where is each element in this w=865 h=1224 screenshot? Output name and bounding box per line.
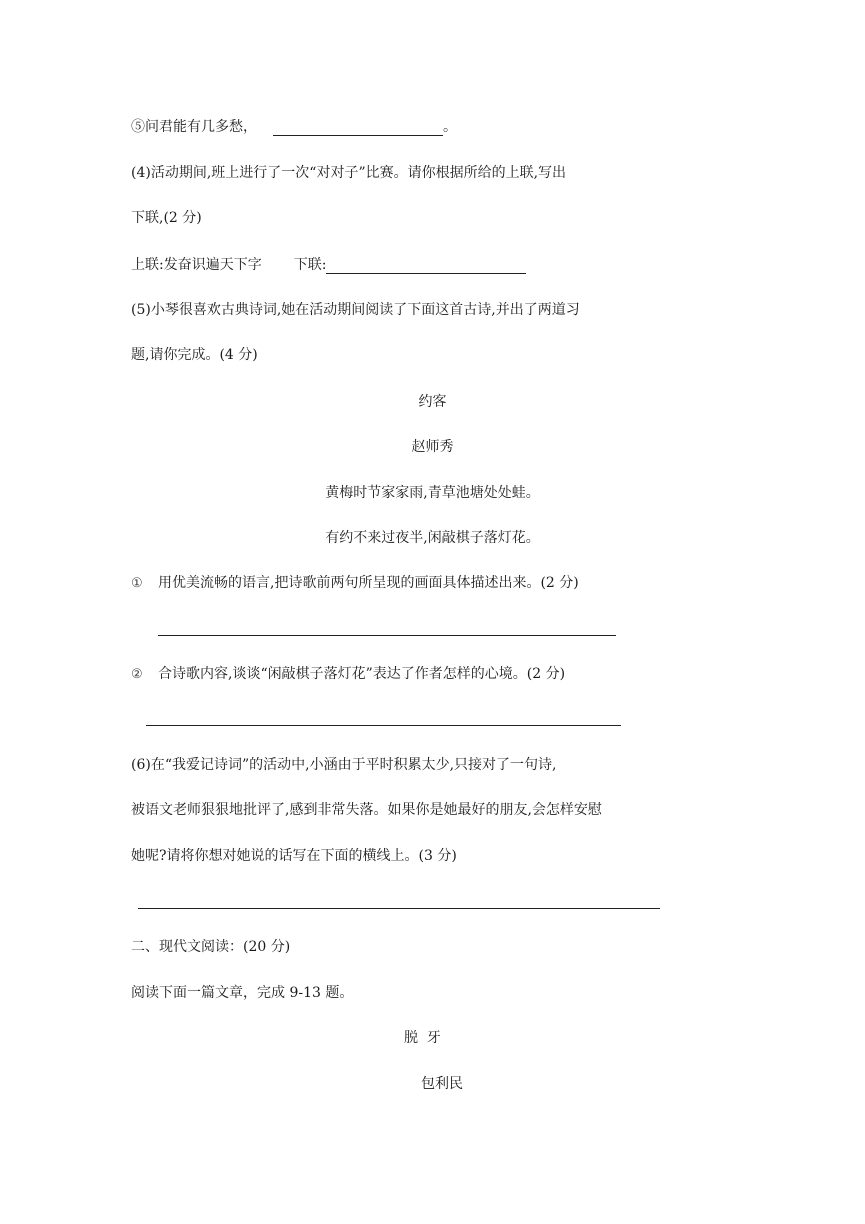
poem-title: 约客 <box>418 394 447 410</box>
sub-question-1 <box>131 574 579 593</box>
article-title: 脱 牙 <box>404 1030 441 1046</box>
question-5-prompt-line2: 题,请你完成。(4 分) <box>131 347 258 363</box>
couplet-lower-label: 下联: <box>293 257 327 273</box>
poem-fill-suffix: 。 <box>443 119 457 135</box>
question-5-prompt-line1: (5)小琴很喜欢古典诗词,她在活动期间阅读了下面这首古诗,并出了两道习 <box>131 302 580 318</box>
question-6-line2: 被语文老师狠狠地批评了,感到非常失落。如果你是她最好的朋友,会怎样安慰 <box>131 802 602 818</box>
sub-question-2 <box>131 665 565 684</box>
poem-line-1: 黄梅时节家家雨,青草池塘处处蛙。 <box>325 485 540 501</box>
poem-fill-prefix: ⑤问君能有几多愁， <box>131 119 257 135</box>
section-2-instruction: 阅读下面一篇文章，完成 9-13 题。 <box>131 985 354 1001</box>
article-author: 包利民 <box>421 1076 463 1092</box>
answer-blank-couplet[interactable] <box>326 259 526 274</box>
section-2-heading: 二、现代文阅读：(20 分) <box>131 939 291 955</box>
sub-question-1-number: ① <box>131 576 143 591</box>
poem-line-2: 有约不来过夜半,闲敲棋子落灯花。 <box>325 530 540 546</box>
poem-author: 赵师秀 <box>411 439 454 455</box>
poem-fill-line-5 <box>131 118 457 136</box>
couplet-row <box>131 256 526 274</box>
sub-question-2-number: ② <box>131 667 143 682</box>
answer-blank-poem-line[interactable] <box>273 121 443 136</box>
question-4-prompt-line2: 下联,(2 分) <box>131 210 202 226</box>
couplet-upper: 上联:发奋识遍天下字 <box>131 257 262 273</box>
answer-line-question-6[interactable] <box>138 908 660 909</box>
question-6-line3: 她呢?请将你想对她说的话写在下面的横线上。(3 分) <box>131 848 457 864</box>
answer-line-sub-question-2[interactable] <box>146 725 621 726</box>
answer-line-sub-question-1[interactable] <box>158 635 616 636</box>
sub-question-1-text: 用优美流畅的语言,把诗歌前两句所呈现的画面具体描述出来。(2 分) <box>158 575 579 591</box>
question-6-line1: (6)在“我爱记诗词”的活动中,小涵由于平时积累太少,只接对了一句诗, <box>131 757 557 773</box>
question-4-prompt-line1: (4)活动期间,班上进行了一次“对对子”比赛。请你根据所给的上联,写出 <box>131 165 567 181</box>
sub-question-2-text: 合诗歌内容,谈谈“闲敲棋子落灯花”表达了作者怎样的心境。(2 分) <box>158 666 566 682</box>
